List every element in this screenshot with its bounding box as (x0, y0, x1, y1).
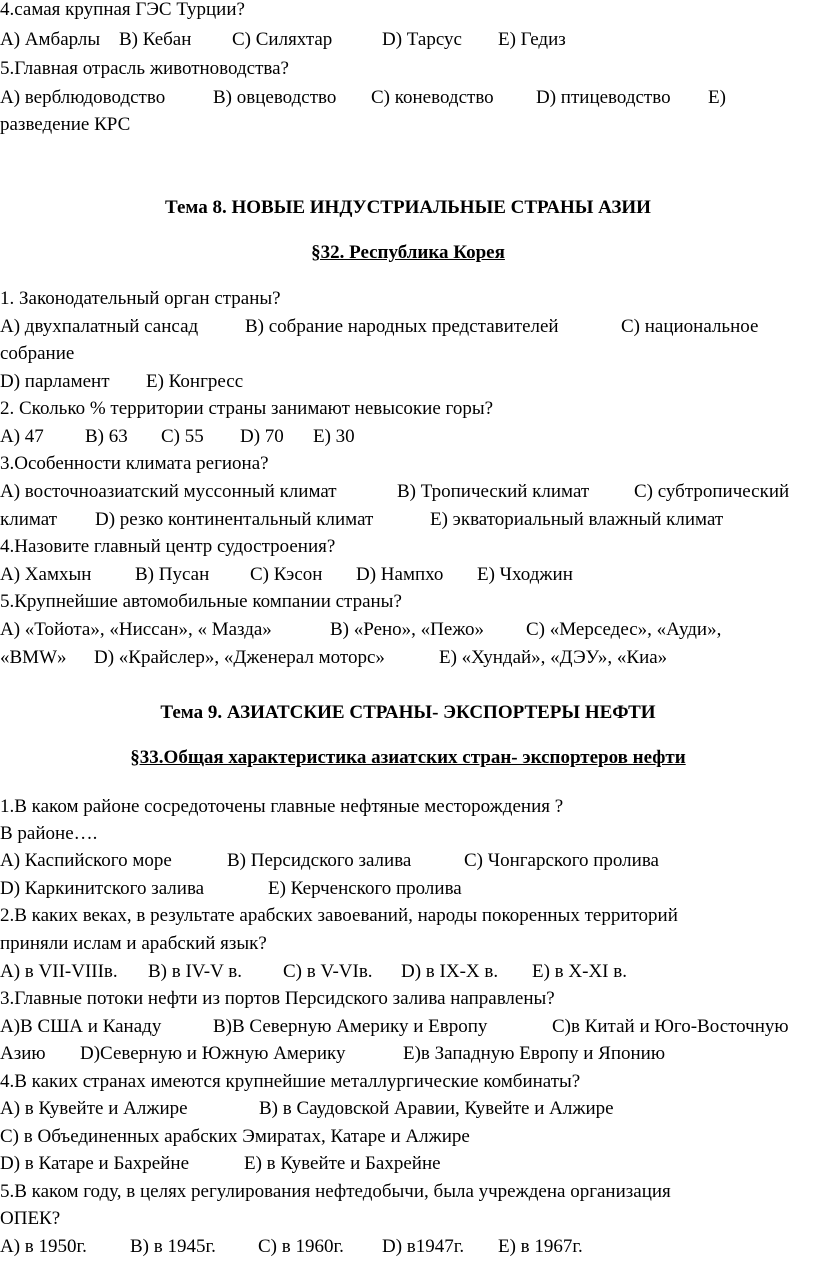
t9-question-3-options (0, 1013, 789, 1041)
t8-question-3-options (0, 478, 789, 506)
option-c: C)в Китай и Юго-Восточную (552, 1016, 789, 1037)
option-b: B) собрание народных представителей (245, 316, 559, 337)
t8-question-5-options (0, 616, 721, 644)
t9-question-1-options (0, 847, 659, 875)
t8-question-1: 1. Законодательный орган страны? (0, 288, 281, 309)
option-d: D)Северную и Южную Америку (80, 1043, 346, 1064)
option-e: E) в 1967г. (498, 1236, 583, 1257)
option-c-cont: Азию (0, 1043, 46, 1064)
option-d: D) резко континентальный климат (95, 509, 374, 530)
t9-question-5-options (0, 1233, 583, 1261)
option-b: B) 63 (85, 426, 128, 447)
t9-question-5: 5.В каком году, в целях регулирования нефтедобычи, была учреждена организация (0, 1181, 671, 1202)
t8-question-5: 5.Крупнейшие автомобильные компании страны? (0, 591, 402, 612)
option-b: B) Пусан (135, 564, 210, 585)
option-b: B) в IV-V в. (148, 961, 242, 982)
t9-question-1: 1.В каком районе сосредоточены главные нефтяные месторождения ? (0, 796, 564, 817)
option-e: E) Чходжин (477, 564, 573, 585)
t9-question-1-cont: В районе…. (0, 823, 98, 844)
option-c: C) Силяхтар (232, 29, 333, 50)
option-d: D) Нампхо (356, 564, 444, 585)
t9-question-1-options-2 (0, 875, 462, 903)
option-b: B)В Северную Америку и Европу (213, 1016, 488, 1037)
t8-question-1-option-c-cont: собрание (0, 343, 75, 364)
option-c: C) национальное (621, 316, 759, 337)
option-a: A) Амбарлы (0, 29, 101, 50)
option-a: A) в VII-VIIIв. (0, 961, 118, 982)
option-e: E) в X-XI в. (532, 961, 627, 982)
t9-question-3: 3.Главные потоки нефти из портов Персидского залива направлены? (0, 988, 555, 1009)
t9-question-5-cont: ОПЕК? (0, 1208, 61, 1229)
option-b: B) овцеводство (213, 87, 337, 108)
option-c: C) «Мерседес», «Ауди», (526, 619, 722, 640)
option-a: A) восточноазиатский муссонный климат (0, 481, 337, 502)
topic-9-title: Тема 9. АЗИАТСКИЕ СТРАНЫ- ЭКСПОРТЕРЫ НЕФТИ (160, 702, 656, 723)
t8-question-5-options-2 (0, 644, 667, 672)
option-d: D) парламент (0, 371, 110, 392)
option-e: E)в Западную Европу и Японию (403, 1043, 666, 1064)
option-e: E) (708, 87, 726, 108)
option-c: C) коневодство (371, 87, 494, 108)
t9-question-4-options-3 (0, 1150, 441, 1178)
t8-question-4: 4.Назовите главный центр судостроения? (0, 536, 336, 557)
t8-question-2-options (0, 423, 355, 451)
option-c: C) 55 (161, 426, 204, 447)
section-33-heading (0, 744, 816, 772)
t8-question-3: 3.Особенности климата региона? (0, 453, 269, 474)
option-a: A) Хамхын (0, 564, 92, 585)
option-e: E) экваториальный влажный климат (430, 509, 724, 530)
question-4-options (0, 26, 566, 54)
option-a: A) двухпалатный сансад (0, 316, 199, 337)
option-a: A) 47 (0, 426, 44, 447)
t9-question-2-options (0, 958, 627, 986)
option-e: E) Конгресс (146, 371, 244, 392)
option-c: C) в 1960г. (258, 1236, 344, 1257)
option-b: B) «Рено», «Пежо» (330, 619, 484, 640)
option-c: C) в V-VIв. (283, 961, 373, 982)
option-a: A) Каспийского море (0, 850, 172, 871)
option-b: B) Кебан (119, 29, 192, 50)
option-c: C) субтропический (634, 481, 790, 502)
option-e: E) 30 (313, 426, 355, 447)
option-a: A)В США и Канаду (0, 1016, 162, 1037)
option-a: A) верблюдоводство (0, 87, 166, 108)
t9-question-4: 4.В каких странах имеются крупнейшие металлургические комбинаты? (0, 1071, 581, 1092)
option-a: A) в Кувейте и Алжире (0, 1098, 188, 1119)
t8-question-4-options (0, 561, 573, 589)
question-4-turkey: 4.самая крупная ГЭС Турции? (0, 0, 245, 20)
option-a: A) в 1950г. (0, 1236, 87, 1257)
option-a: A) «Тойота», «Ниссан», « Мазда» (0, 619, 272, 640)
t8-question-1-options-2 (0, 368, 243, 396)
option-e: E) Керченского пролива (268, 878, 462, 899)
option-c-cont: «BMW» (0, 647, 67, 668)
option-b: B) в 1945г. (130, 1236, 216, 1257)
question-5-options (0, 84, 726, 112)
t9-question-4-options (0, 1095, 614, 1123)
option-e: E) «Хундай», «ДЭУ», «Киа» (439, 647, 668, 668)
option-b: B) Персидского залива (227, 850, 412, 871)
t8-question-1-options (0, 313, 758, 341)
t9-question-2-cont: приняли ислам и арабский язык? (0, 933, 267, 954)
option-b: B) в Саудовской Аравии, Кувейте и Алжире (259, 1098, 614, 1119)
option-d: D) в Катаре и Бахрейне (0, 1153, 189, 1174)
t9-question-4-option-c: C) в Объединенных арабских Эмиратах, Катаре и Алжире (0, 1126, 470, 1147)
option-d: D) в1947г. (382, 1236, 465, 1257)
option-d: D) «Крайслер», «Дженерал моторс» (94, 647, 385, 668)
t8-question-3-options-2 (0, 506, 723, 534)
option-b: B) Тропический климат (397, 481, 590, 502)
option-d: D) птицеводство (536, 87, 671, 108)
option-e: E) Гедиз (498, 29, 566, 50)
option-c: C) Чонгарского пролива (464, 850, 659, 871)
section-33-title: §33.Общая характеристика азиатских стран- экспортеров нефти (130, 747, 686, 768)
option-d: D) 70 (240, 426, 284, 447)
option-d: D) Тарсус (382, 29, 462, 50)
t8-question-2: 2. Сколько % территории страны занимают невысокие горы? (0, 398, 494, 419)
section-32-heading (0, 239, 816, 267)
option-d: D) Каркинитского залива (0, 878, 205, 899)
t9-question-2: 2.В каких веках, в результате арабских завоеваний, народы покоренных территорий (0, 905, 678, 926)
option-d: D) в IX-X в. (401, 961, 499, 982)
question-5-option-e-text: разведение КРС (0, 114, 131, 135)
t9-question-3-options-2 (0, 1040, 665, 1068)
question-5-livestock: 5.Главная отрасль животноводства? (0, 58, 289, 79)
topic-8-title: Тема 8. НОВЫЕ ИНДУСТРИАЛЬНЫЕ СТРАНЫ АЗИИ (165, 197, 651, 218)
option-c-cont: климат (0, 509, 58, 530)
section-32-title: §32. Республика Корея (311, 242, 505, 263)
option-e: E) в Кувейте и Бахрейне (244, 1153, 441, 1174)
option-c: C) Кэсон (250, 564, 323, 585)
